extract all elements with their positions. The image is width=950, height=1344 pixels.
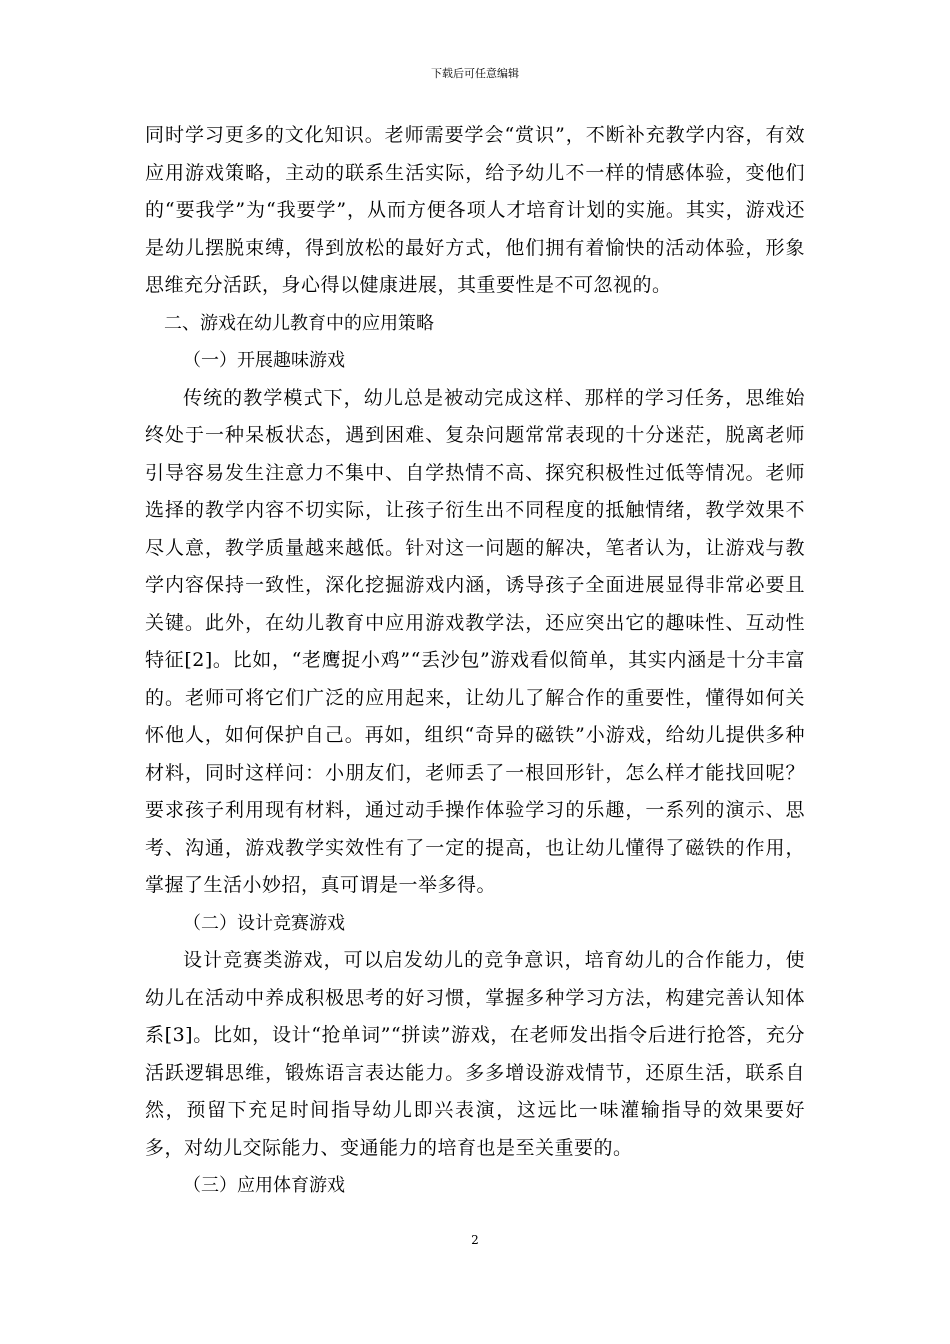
section-heading: 二、游戏在幼儿教育中的应用策略 [164, 312, 434, 334]
body-paragraph: 同时学习更多的文化知识。老师需要学会“赏识”，不断补充教学内容，有效应用游戏策略，主动的联系生活实际，给予幼儿不一样的情感体验，变他们的“要我学”为“我要学”，从而方便各项人才培育计划的实施。其实，游戏还是幼儿摆脱束缚，得到放松的最好方式，他们拥有着愉快的活动体验，形象思维充分活跃，身心得以健康进展，其重要性是不可忽视的。 [145, 124, 805, 296]
subsection-heading: （二）设计竞赛游戏 [183, 912, 345, 934]
subsection-heading: （一）开展趣味游戏 [183, 350, 345, 371]
document-body [145, 117, 805, 1205]
body-paragraph: 设计竞赛类游戏，可以启发幼儿的竞争意识，培育幼儿的合作能力，使幼儿在活动中养成积极思考的好习惯，掌握多种学习方法，构建完善认知体系[3]。比如，设计“抢单词”“拼读”游戏，在老师发出指令后进行抢答，充分活跃逻辑思维，锻炼语言表达能力。多多增设游戏情节，还原生活，联系自然，预留下充足时间指导幼儿即兴表演，这远比一味灌输指导的效果要好多，对幼儿交际能力、变通能力的培育也是至关重要的。 [145, 949, 805, 1159]
subsection-heading: （三）应用体育游戏 [183, 1175, 345, 1196]
page-number: 2 [471, 1233, 479, 1247]
body-paragraph: 传统的教学模式下，幼儿总是被动完成这样、那样的学习任务，思维始终处于一种呆板状态，遇到困难、复杂问题常常表现的十分迷茫，脱离老师引导容易发生注意力不集中、自学热情不高、探究积极性过低等情况。老师选择的教学内容不切实际，让孩子衍生出不同程度的抵触情绪，教学效果不尽人意，教学质量越来越低。针对这一问题的解决，笔者认为，让游戏与教学内容保持一致性，深化挖掘游戏内涵，诱导孩子全面进展显得非常必要且关键。此外，在幼儿教育中应用游戏教学法，还应突出它的趣味性、互动性特征[2]。比如，“老鹰捉小鸡”“丢沙包”游戏看似简单，其实内涵是十分丰富的。老师可将它们广泛的应用起来，让幼儿了解合作的重要性，懂得如何关怀他人，如何保护自己。再如，组织“奇异的磁铁”小游戏，给幼儿提供多种材料，同时这样问：小朋友们，老师丢了一根回形针，怎么样才能找回呢？要求孩子利用现有材料，通过动手操作体验学习的乐趣，一系列的演示、思考、沟通，游戏教学实效性有了一定的提高，也让幼儿懂得了磁铁的作用，掌握了生活小妙招，真可谓是一举多得。 [145, 386, 805, 896]
page-header: 下载后可任意编辑 [431, 67, 519, 80]
